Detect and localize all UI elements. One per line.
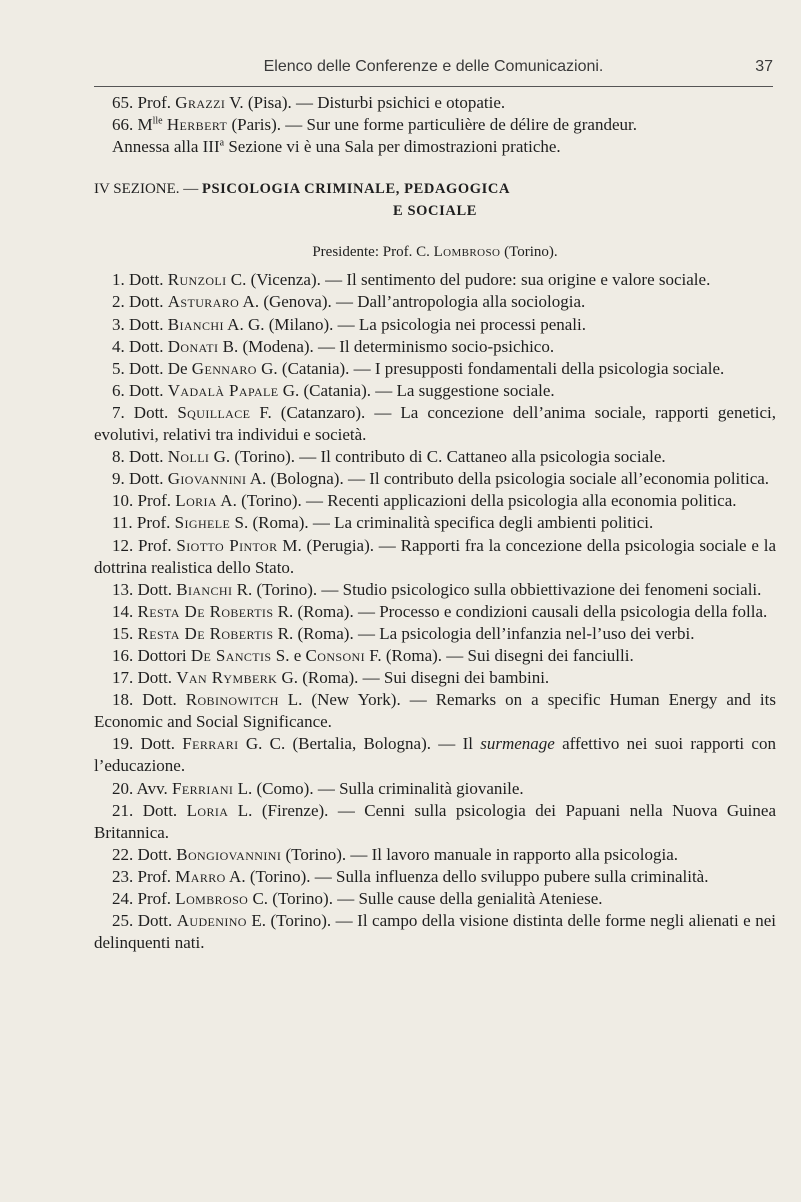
list-item: 4. Dott. Donati B. (Modena). — Il determinismo socio-psichico. — [112, 336, 555, 356]
list-item: 18. Dott. Robinowitch L. (New York). — Remarks on a specific Human Energy and its Economic and Social Significance. — [94, 690, 776, 732]
list-item: 2. Dott. Asturaro A. (Genova). — Dall’antropologia alla sociologia. — [112, 292, 586, 312]
running-head — [94, 58, 773, 82]
page-number: 37 — [755, 58, 773, 75]
list-item: 19. Dott. Ferrari G. C. (Bertalia, Bologna). — Il surmenage affettivo nei suoi rapporti con l’educazione. — [94, 734, 776, 776]
list-item: 7. Dott. Squillace F. (Catanzaro). — La concezione dell’anima sociale, rapporti genetici, evolutivi, relativi tra individui e società. — [94, 402, 776, 445]
list-item: 6. Dott. Vadalà Papale G. (Catania). — La suggestione sociale. — [112, 380, 555, 400]
list-item: 24. Prof. Lombroso C. (Torino). — Sulle cause della genialità Ateniese. — [112, 889, 603, 908]
list-item: 16. Dottori De Sanctis S. e Consoni F. (Roma). — Sui disegni dei fanciulli. — [112, 645, 634, 665]
list-item: 1. Dott. Runzoli C. (Vicenza). — Il sentimento del pudore: sua origine e valore sociale. — [112, 270, 711, 290]
header-rule — [94, 86, 773, 87]
list-item: 15. Resta De Robertis R. (Roma). — La psicologia dell’infanzia nel-l’uso dei verbi. — [112, 623, 695, 643]
author-name: Grazzi — [175, 93, 226, 112]
list-item: 12. Prof. Siotto Pintor M. (Perugia). — Rapporti fra la concezione della psicologia sociale e la dottrina realistica dello Stato. — [94, 535, 777, 577]
list-item: 22. Dott. Bongiovannini (Torino). — Il lavoro manuale in rapporto alla psicologia. — [112, 844, 678, 864]
list-item: 9. Dott. Giovannini A. (Bologna). — Il contributo della psicologia sociale all’economia politica. — [112, 469, 770, 489]
list-item: 23. Prof. Marro A. (Torino). — Sulla influenza dello sviluppo pubere sulla criminalità. — [112, 866, 709, 886]
list-item: 8. Dott. Nolli G. (Torino). — Il contributo di C. Cattaneo alla psicologia sociale. — [112, 447, 666, 467]
author-name: Herbert — [166, 115, 228, 135]
list-item: 21. Dott. Loria L. (Firenze). — Cenni sulla psicologia dei Papuani nella Nuova Guinea Britannica. — [94, 800, 776, 842]
list-item: 5. Dott. De Gennaro G. (Catania). — I presupposti fondamentali della psicologia sociale. — [112, 358, 725, 378]
list-item: 20. Avv. Ferriani L. (Como). — Sulla criminalità giovanile. — [112, 778, 524, 798]
list-item: 25. Dott. Audenino E. (Torino). — Il campo della visione distinta delle forme negli alienati e nei delinquenti nati. — [94, 911, 776, 953]
list-item: 14. Resta De Robertis R. (Roma). — Processo e condizioni causali della psicologia della folla. — [112, 601, 768, 621]
list-item: 10. Prof. Loria A. (Torino). — Recenti applicazioni della psicologia alla economia politica. — [112, 491, 737, 511]
list-item: 3. Dott. Bianchi A. G. (Milano). — La psicologia nei processi penali. — [112, 314, 586, 334]
running-head-title: Elenco delle Conferenze e delle Comunicazioni. — [263, 58, 604, 75]
list-item: 13. Dott. Bianchi R. (Torino). — Studio psicologico sulla obbiettivazione dei fenomeni sociali. — [112, 579, 762, 599]
section-heading: IV SEZIONE. — PSICOLOGIA CRIMINALE, PEDAGOGICA E SOCIALE — [94, 181, 511, 220]
section-president: Presidente: Prof. C. Lombroso (Torino). — [312, 244, 558, 261]
list-item: 66. $M^{lle}$ Herbert (Paris). — Sur une forme particulière de délire de grandeur. — [112, 115, 637, 135]
page-body — [94, 92, 776, 954]
list-item: 11. Prof. Sighele S. (Roma). — La criminalità specifica degli ambienti politici. — [112, 513, 654, 533]
list-item: 65. Prof. Grazzi V. (Pisa). — Disturbi psichici e otopatie. — [112, 93, 506, 112]
annex-note: Annessa alla III$^a$ Sezione vi è una Sala per dimostrazioni pratiche. — [112, 137, 561, 157]
list-item: 17. Dott. Van Rymberk G. (Roma). — Sui disegni dei bambini. — [112, 668, 550, 688]
